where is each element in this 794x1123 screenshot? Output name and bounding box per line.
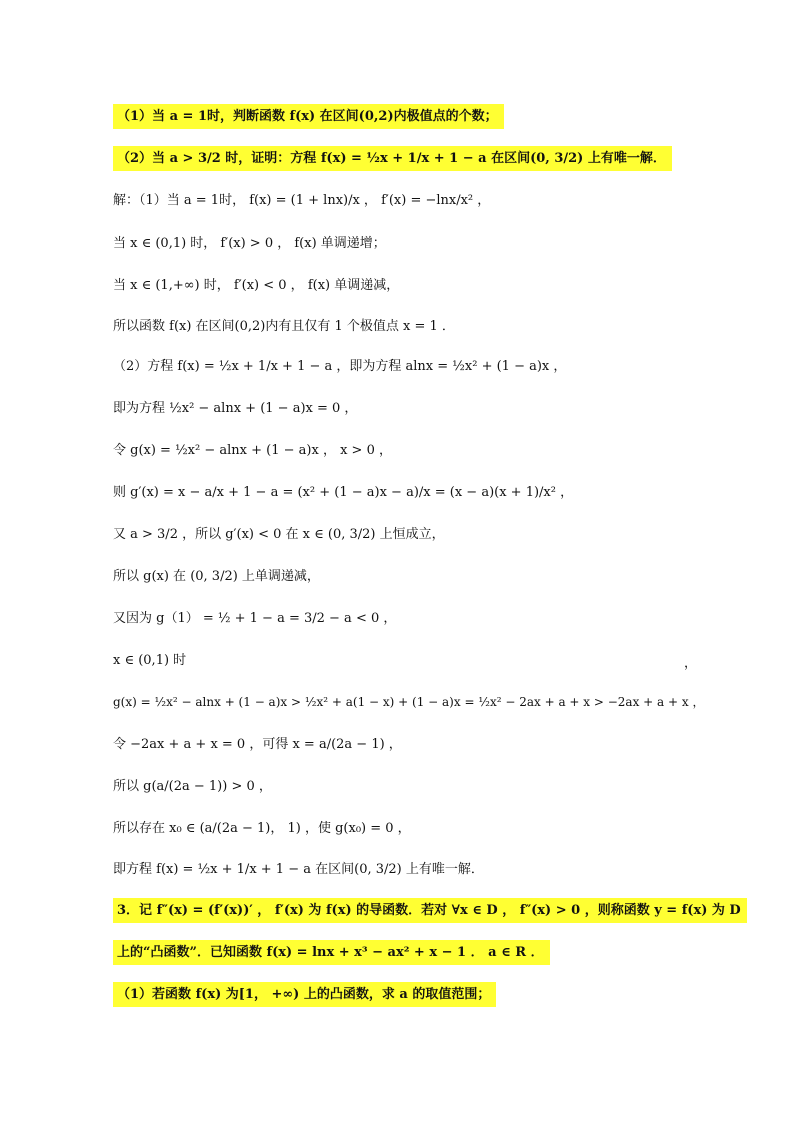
problem-part1 xyxy=(113,108,504,126)
solution-line-6: 即为方程 ½x² − alnx + (1 − a)x = 0 ， xyxy=(113,401,358,416)
solution-line-11: 又因为 g（1） = ½ + 1 − a = 3/2 − a < 0 ， xyxy=(113,611,397,626)
problem3-part1 xyxy=(113,986,496,1004)
solution-line-13: g(x) = ½x² − alnx + (1 − a)x > ½x² + a(1 − x) + (1 − a)x = ½x² − 2ax + a + x > −2ax + a + x ， xyxy=(113,695,705,709)
solution-line-15: 所以 g(a/(2a − 1)) > 0 ， xyxy=(113,779,272,794)
solution-line-17: 即方程 f(x) = ½x + 1/x + 1 − a 在区间(0, 3/2) 上有唯一解． xyxy=(113,862,484,877)
highlight-problem3-part1: （1）若函数 f(x) 为[1， +∞) 上的凸函数，求 a 的取值范围； xyxy=(113,982,496,1007)
solution-line-7: 令 g(x) = ½x² − alnx + (1 − a)x ， x > 0 ， xyxy=(113,443,392,458)
solution-line-8: 则 g′(x) = x − a/x + 1 − a = (x² + (1 − a)x − a)/x = (x − a)(x + 1)/x² ， xyxy=(113,485,574,500)
solution-line-16: 所以存在 x₀ ∈ (a/(2a − 1)， 1) ，使 g(x₀) = 0 ， xyxy=(113,821,411,836)
solution-line-14: 令 −2ax + a + x = 0 ，可得 x = a/(2a − 1) ， xyxy=(113,737,402,752)
solution-line-2: 当 x ∈ (0,1) 时， f′(x) > 0 ， f(x) 单调递增； xyxy=(113,236,386,251)
solution-line-12: x ∈ (0,1) 时 xyxy=(113,653,187,668)
problem-part2 xyxy=(113,150,672,168)
solution-line-5: （2）方程 f(x) = ½x + 1/x + 1 − a ，即为方程 alnx = ½x² + (1 − a)x ， xyxy=(113,359,567,374)
highlight-problem3-line2: 上的“凸函数”．已知函数 f(x) = lnx + x³ − ax² + x − 1 ． a ∈ R ． xyxy=(113,940,550,965)
solution-line-4: 所以函数 f(x) 在区间(0,2)内有且仅有 1 个极值点 x = 1 ． xyxy=(113,319,455,334)
trailing-comma: ， xyxy=(684,656,698,671)
solution-line-1: 解：（1）当 a = 1时， f(x) = (1 + lnx)/x ， f′(x) = −lnx/x² ， xyxy=(113,193,491,208)
highlight-problem3-line1: 3．记 f″(x) = (f′(x))′ ， f′(x) 为 f(x) 的导函数．若对 ∀x ∈ D ， f″(x) > 0 ，则称函数 y = f(x) 为 D xyxy=(113,898,747,923)
solution-line-9: 又 a > 3/2 ，所以 g′(x) < 0 在 x ∈ (0, 3/2) 上恒成立， xyxy=(113,527,445,542)
problem3-line2 xyxy=(113,944,550,962)
solution-line-10: 所以 g(x) 在 (0, 3/2) 上单调递减， xyxy=(113,569,320,584)
highlight-problem-part2: （2）当 a > 3/2 时，证明：方程 f(x) = ½x + 1/x + 1 − a 在区间(0, 3/2) 上有唯一解． xyxy=(113,146,672,171)
solution-line-3: 当 x ∈ (1,+∞) 时， f′(x) < 0 ， f(x) 单调递减， xyxy=(113,278,400,293)
problem3-line1 xyxy=(113,902,747,920)
highlight-problem-part1: （1）当 a = 1时，判断函数 f(x) 在区间(0,2)内极值点的个数； xyxy=(113,104,504,129)
